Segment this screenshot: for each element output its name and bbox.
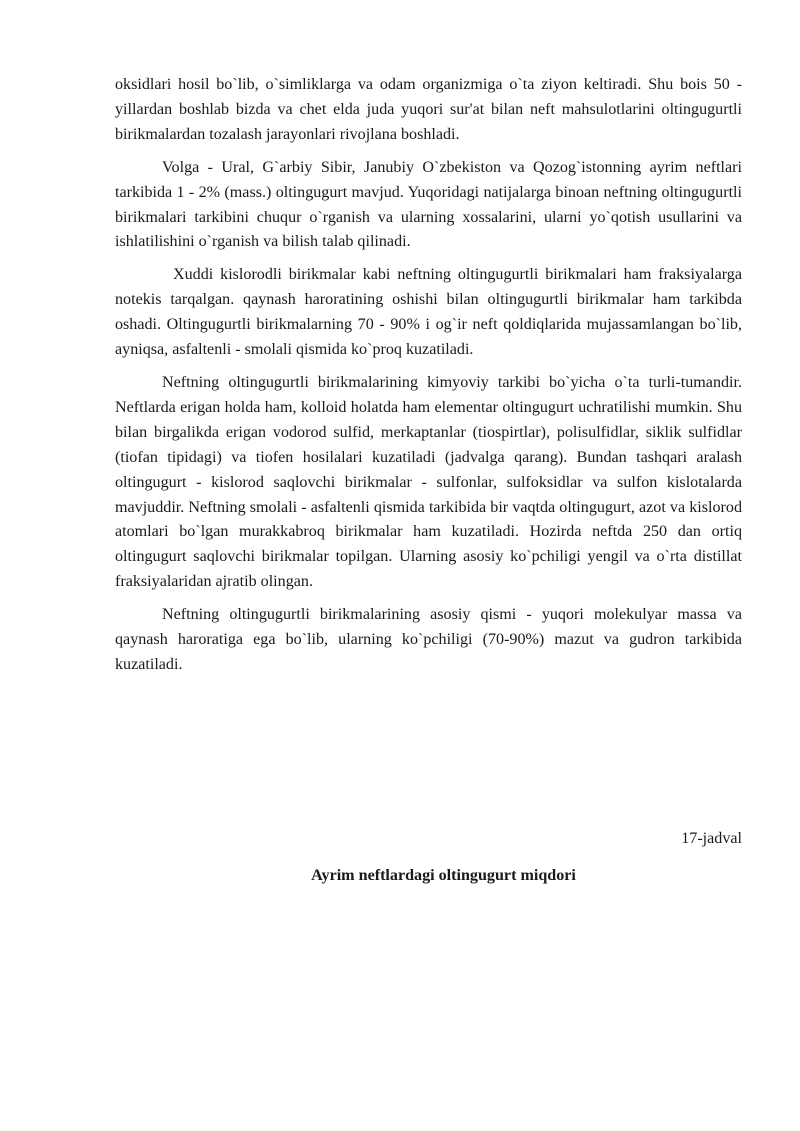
paragraph-high-molecular: Neftning oltingugurtli birikmalarining asosiy qismi - yuqori molekulyar massa va qaynash haroratiga ega bo`lib, ularning ko`pchiligi (70-90%) mazut va gudron tarkibida kuzatiladi.	[115, 606, 742, 673]
paragraph-continuation: oksidlari hosil bo`lib, o`simliklarga va odam organizmiga o`ta ziyon keltiradi. Shu bois 50 - yillardan boshlab bizda va chet elda juda yuqori sur'at bilan neft mahsulotlarini oltingugurtli birikmalardan tozalash jarayonlari rivojlana boshladi.	[115, 76, 742, 143]
paragraph-chemical-composition: Neftning oltingugurtli birikmalarining kimyoviy tarkibi bo`yicha o`ta turli-tumandir. Neftlarda erigan holda ham, kolloid holatda ham elementar oltingugurt uchratilishi mumkin. Shu bilan birgalikda erigan vodorod sulfid, merkaptanlar (tiospirtlar), polisulfidlar, siklik sulfidlar (tiofan tipidagi) va tiofen hosilalari kuzatiladi (jadvalga qarang). Bundan tashqari aralash oltingugurt - kislorod saqlovchi birikmalar - sulfonlar, sulfoksidlar va sulfon kislotalarda mavjuddir. Neftning smolali - asfaltenli qismida tarkibida bir vaqtda oltingugurt, azot va kislorod atomlari bo`lgan murakkabroq birikmalar ham kuzatiladi. Hozirda neftda 250 dan ortiq oltingugurt saqlovchi birikmalar topilgan. Ularning asosiy ko`pchiligi yengil va o`rta distillat fraksiyalaridan ajratib olingan.	[115, 373, 742, 591]
table-number-label: 17-jadval	[681, 830, 742, 847]
document-body	[115, 73, 742, 678]
paragraph-sulfur-content: Volga - Ural, G`arbiy Sibir, Janubiy O`zbekiston va Qozog`istonning ayrim neftlari tarkibida 1 - 2% (mass.) oltingugurt mavjud. Yuqoridagi natijalarga binoan neftning oltingugurtli birikmalari tarkibini chuqur o`rganish va ularning xossalarini, ularni yo`qotish usullarini va ishlatilishini o`rganish va bilish talab qilinadi.	[115, 158, 742, 251]
table-title: Ayrim neftlardagi oltingugurt miqdori	[311, 867, 576, 884]
paragraph-fraction-distribution: Xuddi kislorodli birikmalar kabi neftning oltingugurtli birikmalari ham fraksiyalarga notekis tarqalgan. qaynash haroratining oshishi bilan oltingugurtli birikmalar ham tarkibda oshadi. Oltingugurtli birikmalarning 70 - 90% i og`ir neft qoldiqlarida mujassamlangan bo`lib, ayniqsa, asfaltenli - smolali qismida ko`proq kuzatiladi.	[115, 266, 742, 359]
